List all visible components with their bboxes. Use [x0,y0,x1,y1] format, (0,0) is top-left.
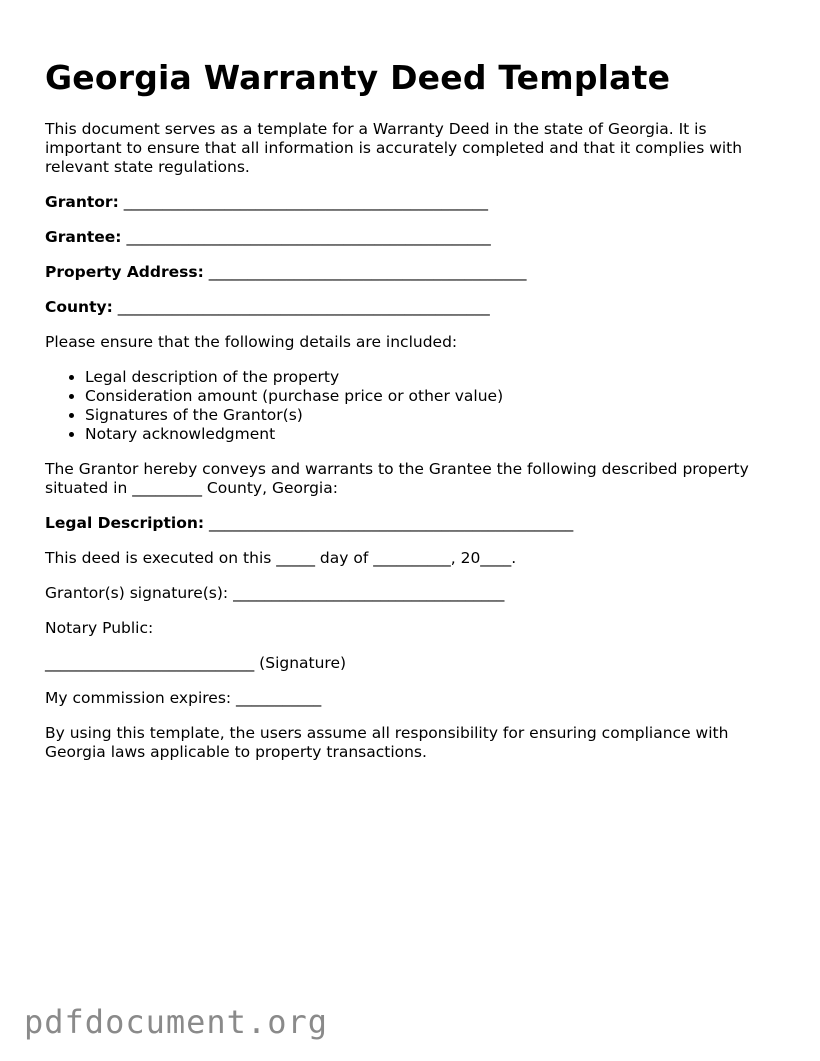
checklist-intro: Please ensure that the following details are included: [45,333,458,351]
grantee-blank[interactable]: _______________________________________________ [126,228,491,246]
page-title: Georgia Warranty Deed Template [45,58,671,97]
legal-description-label: Legal Description: [45,514,205,532]
execution-date-line: This deed is executed on this _____ day of __________, 20____. [45,549,517,567]
commission-line: My commission expires: ___________ [45,689,322,707]
list-item: • Legal description of the property [85,368,780,387]
county-field [45,298,780,317]
disclaimer-paragraph: By using this template, the users assume all responsibility for ensuring compliance with Georgia laws applicable to property transactions. [45,724,729,761]
notary-signature-line: ___________________________ (Signature) [45,654,347,672]
grantee-field [45,228,780,247]
document-page [45,58,780,778]
county-label: County: [45,298,113,316]
grantor-signature-line: Grantor(s) signature(s): ___________________________________ [45,584,505,602]
notary-label: Notary Public: [45,619,154,637]
intro-paragraph: This document serves as a template for a Warranty Deed in the state of Georgia. It is important to ensure that all information is accurately completed and that it complies with relevant state regulations. [45,120,743,176]
watermark-logo: pdfdocument.org [24,1003,328,1041]
grantor-label: Grantor: [45,193,119,211]
list-item: • Consideration amount (purchase price or other value) [85,387,780,406]
county-blank[interactable]: ________________________________________________ [117,298,490,316]
list-item: • Signatures of the Grantor(s) [85,406,780,425]
grantee-label: Grantee: [45,228,122,246]
legal-description-field [45,514,780,533]
checklist [45,368,780,444]
legal-description-blank[interactable]: _______________________________________________ [209,514,574,532]
list-item: • Notary acknowledgment [85,425,780,444]
grantor-blank[interactable]: _______________________________________________ [123,193,488,211]
conveyance-paragraph: The Grantor hereby conveys and warrants to the Grantee the following described property situated in _________ County, Georgia: [45,460,749,497]
grantor-field [45,193,780,212]
property-address-label: Property Address: [45,263,204,281]
property-address-field [45,263,780,282]
property-address-blank[interactable]: _________________________________________ [208,263,527,281]
